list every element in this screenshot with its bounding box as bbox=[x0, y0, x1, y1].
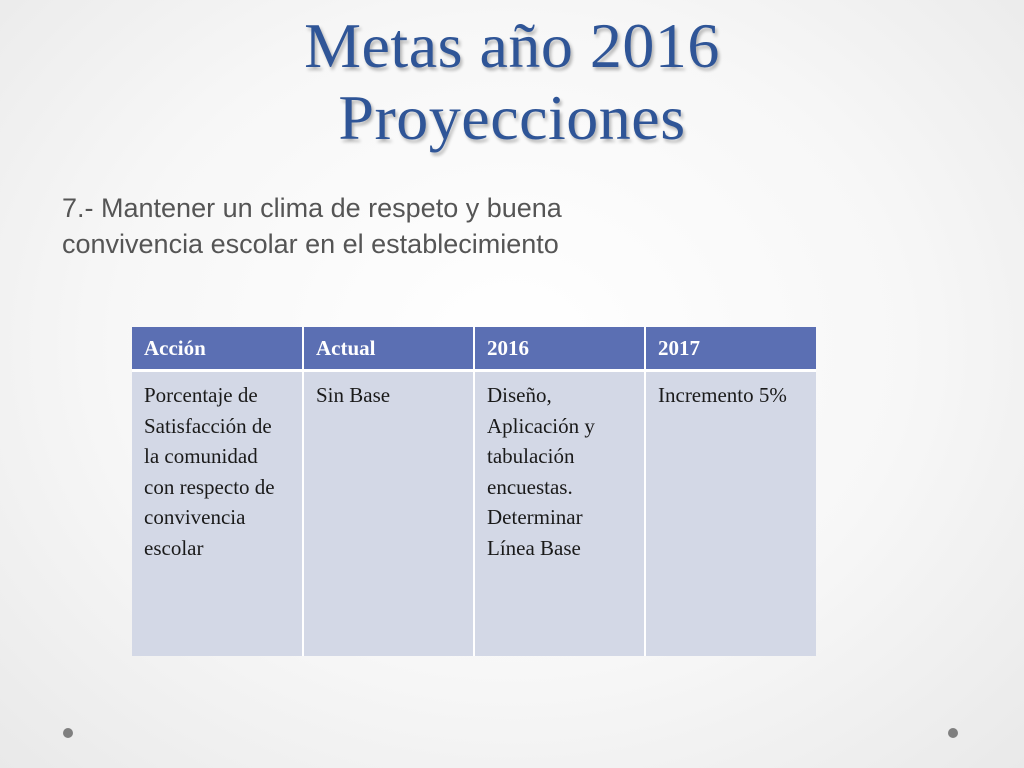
cell-accion: Porcentaje de Satisfacción de la comunidad con respecto de convivencia escolar bbox=[132, 371, 303, 657]
table-header-row bbox=[132, 327, 816, 371]
decorative-dot-left-icon bbox=[63, 728, 73, 738]
cell-2017: Incremento 5% bbox=[645, 371, 816, 657]
slide-title-line-2: Proyecciones bbox=[338, 82, 686, 153]
header-2016: 2016 bbox=[474, 327, 645, 371]
decorative-dot-right-icon bbox=[948, 728, 958, 738]
slide-title bbox=[0, 10, 1024, 154]
header-accion: Acción bbox=[132, 327, 303, 371]
slide-subtitle bbox=[62, 190, 822, 262]
slide-title-line-1: Metas año 2016 bbox=[304, 10, 720, 81]
subtitle-line-2: convivencia escolar en el establecimiento bbox=[62, 229, 559, 259]
header-actual: Actual bbox=[303, 327, 474, 371]
goals-table-container bbox=[132, 327, 816, 656]
goals-table bbox=[132, 327, 816, 656]
subtitle-line-1: 7.- Mantener un clima de respeto y buena bbox=[62, 193, 562, 223]
header-2017: 2017 bbox=[645, 327, 816, 371]
table-row bbox=[132, 371, 816, 657]
cell-2016: Diseño, Aplicación y tabulación encuestas. Determinar Línea Base bbox=[474, 371, 645, 657]
cell-actual: Sin Base bbox=[303, 371, 474, 657]
